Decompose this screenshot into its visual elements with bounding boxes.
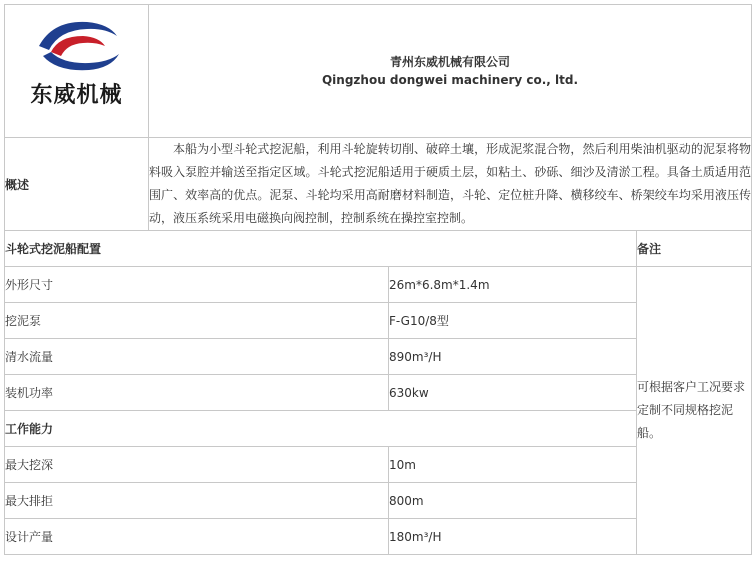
row-label: 设计产量 — [5, 519, 389, 555]
header-row — [5, 5, 752, 138]
overview-row — [5, 138, 752, 231]
logo-swoosh-icon — [29, 16, 125, 74]
note-text: 可根据客户工况要求定制不同规格挖泥船。 — [637, 267, 752, 555]
row-label: 清水流量 — [5, 339, 389, 375]
row-label: 外形尺寸 — [5, 267, 389, 303]
overview-label: 概述 — [5, 138, 149, 231]
config-header-row — [5, 231, 752, 267]
company-name-en: Qingzhou dongwei machinery co., ltd. — [321, 73, 579, 87]
row-value: 26m*6.8m*1.4m — [389, 267, 637, 303]
table-row — [5, 267, 752, 303]
note-title: 备注 — [637, 231, 752, 267]
row-label: 最大排拒 — [5, 483, 389, 519]
row-value: 10m — [389, 447, 637, 483]
row-value: 630kw — [389, 375, 637, 411]
row-value: 890m³/H — [389, 339, 637, 375]
capacity-title: 工作能力 — [5, 411, 637, 447]
logo-cell — [5, 5, 149, 138]
company-logo — [13, 10, 141, 132]
row-value: 180m³/H — [389, 519, 637, 555]
spec-table — [4, 4, 752, 555]
row-label: 挖泥泵 — [5, 303, 389, 339]
company-name-cn: 青州东威机械有限公司 — [390, 55, 511, 69]
logo-text: 东威机械 — [30, 83, 123, 108]
row-value: 800m — [389, 483, 637, 519]
row-label: 装机功率 — [5, 375, 389, 411]
company-cell — [149, 5, 752, 138]
config-title: 斗轮式挖泥船配置 — [5, 231, 637, 267]
row-label: 最大挖深 — [5, 447, 389, 483]
overview-text: 本船为小型斗轮式挖泥船，利用斗轮旋转切削、破碎土壤，形成泥浆混合物，然后利用柴油机驱动的泥泵将物料吸入泵腔并输送至指定区域。斗轮式挖泥船适用于硬质土层，如粘土、砂砾、细沙及清淤工程。具备土质适用范围广、效率高的优点。泥泵、斗轮均采用高耐磨材料制造，斗轮、定位桩升降、横移绞车、桥架绞车均采用液压传动，液压系统采用电磁换向阀控制，控制系统在操控室控制。 — [149, 138, 752, 231]
row-value: F-G10/8型 — [389, 303, 637, 339]
